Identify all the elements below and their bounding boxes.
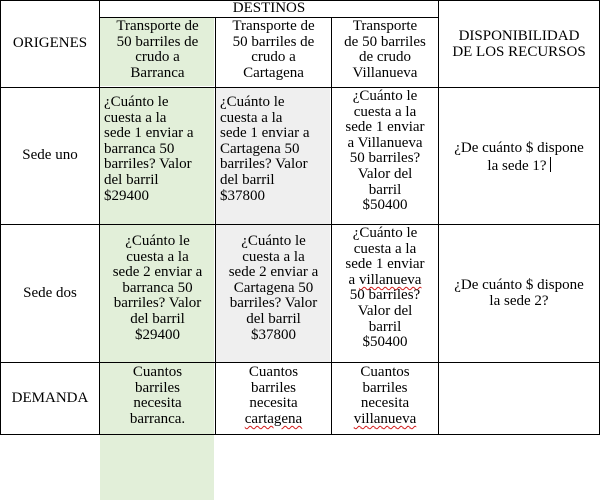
origenes-header: ORIGENES — [12, 35, 88, 52]
cell-sede1-barranca: ¿Cuánto le cuesta a la sede 1 enviar a barranca 50 barriles? Valor del barril $29400 — [104, 94, 194, 204]
row-label-sede-dos: Sede dos — [23, 284, 77, 301]
cell-demanda-villanueva: Cuantos barriles necesita villanueva — [353, 364, 417, 427]
cell-sede1-disponibilidad[interactable]: ¿De cuánto $ dispone la sede 1? — [454, 140, 584, 174]
cell-sede2-cartagena: ¿Cuánto le cuesta a la sede 2 enviar a Cartagena 50 barriles? Valor del barril $37800 — [228, 233, 319, 343]
cell-demanda-barranca: Cuantos barriles necesita barranca. — [129, 364, 186, 427]
cell-sede2-villanueva: ¿Cuánto le cuesta a la sede 1 enviar a villanueva 50 barriles? Valor del barril $50400 — [345, 225, 425, 351]
cell-sede2-barranca: ¿Cuánto le cuesta a la sede 2 enviar a barranca 50 barriles? Valor del barril $29400 — [112, 233, 203, 343]
cell-demanda-disponibilidad[interactable] — [439, 363, 599, 434]
col-header-barranca: Transporte de 50 barriles de crudo a Barranca — [116, 18, 199, 81]
row-label-demanda: DEMANDA — [11, 389, 89, 406]
cell-sede1-villanueva: ¿Cuánto le cuesta a la sede 1 enviar a Villanueva 50 barriles? Valor del barril $50400 — [345, 88, 425, 214]
text-cursor — [550, 157, 551, 172]
col-header-villanueva: Transporte de 50 barriles de crudo Villanueva — [344, 18, 426, 81]
cell-demanda-cartagena: Cuantos barriles necesita cartagena — [244, 364, 303, 427]
cell-sede2-disponibilidad[interactable]: ¿De cuánto $ dispone la sede 2? — [454, 277, 584, 309]
row-label-sede-uno: Sede uno — [22, 147, 78, 164]
col-header-cartagena: Transporte de 50 barriles de crudo a Cartagena — [232, 18, 315, 81]
disponibilidad-header: DISPONIBILIDAD DE LOS RECURSOS — [452, 28, 586, 60]
destinos-header: DESTINOS — [232, 0, 306, 16]
cell-sede1-cartagena: ¿Cuánto le cuesta a la sede 1 enviar a Cartagena 50 barriles? Valor del barril $37800 — [220, 94, 310, 204]
